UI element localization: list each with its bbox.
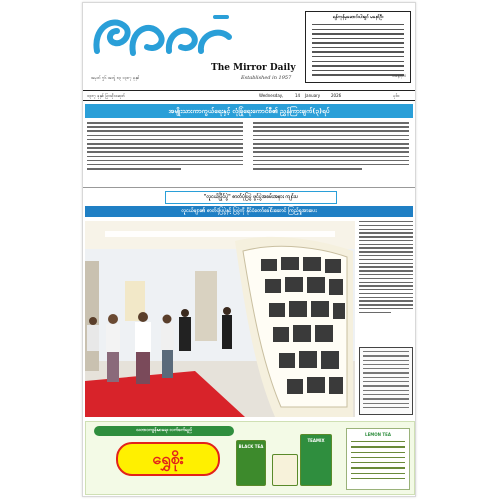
notice-box xyxy=(305,11,411,83)
second-story-subhead: လူငယ်များ၏ ဓာတ်ပုံပြပွဲနှင့် ပြပွဲကို နိုင်ငံတော်ခေါင်းဆောင် ကြည့်ရှုအားပေး xyxy=(85,206,413,217)
ad-product-label: TEAMIX xyxy=(307,438,325,443)
date-day: 14 xyxy=(295,93,301,98)
masthead xyxy=(83,3,415,89)
ad-tagline: သဘာဝကျန်းမာရေး လက်ဖက်ရည် xyxy=(94,426,234,436)
section-divider xyxy=(83,187,415,188)
advertisement xyxy=(85,421,415,495)
ad-brand-logo: ရွှေစိုး xyxy=(116,442,220,476)
page-number: ပုဒ်၁ xyxy=(393,93,400,98)
english-title: The Mirror Daily xyxy=(211,63,296,73)
ad-product-pack xyxy=(236,440,266,486)
second-story-headline: "လူငယ်ပြိုင်ပွဲ" ဓာတ်ပုံပြပွဲ ဖွင့်ပွဲအခမ်းအနား ကျင်းပ xyxy=(165,191,337,204)
newspaper-logo xyxy=(89,11,239,61)
date-month: January xyxy=(305,93,321,98)
top-story-body xyxy=(87,122,411,182)
top-story-headline: အမျိုးသားကာကွယ်ရေးနှင့် လုံခြုံရေးကောင်စီ၏ ညွှန်ကြားချက်(၃)ရပ် xyxy=(85,104,413,118)
ad-info-panel xyxy=(346,428,410,490)
date-mm: ၁၃၈၇ ခုနှစ် ပြာသိုလဆုတ် xyxy=(87,93,126,98)
notice-signature: ယနေ့ထုတ် xyxy=(392,74,406,78)
masthead-issue-line: အမှတ် ၅၆ အတွဲ ၈၃ ၁၃၈၇ ခုနှစ် xyxy=(91,75,140,80)
newspaper-page xyxy=(82,2,416,497)
ad-product-label: BLACK TEA xyxy=(238,444,264,449)
date-year: 2026 xyxy=(331,93,342,98)
established-line: Established in 1957 xyxy=(241,75,292,81)
date-weekday: Wednesday, xyxy=(259,93,284,98)
side-column xyxy=(359,221,413,417)
top-story-column-right xyxy=(253,122,409,182)
notice-text xyxy=(312,24,404,79)
ad-product-pack xyxy=(300,434,332,486)
date-bar xyxy=(83,90,415,101)
top-story-column-left xyxy=(87,122,243,182)
ad-product-jar xyxy=(272,454,298,486)
exhibition-photo xyxy=(85,221,355,417)
side-boxed-article xyxy=(359,347,413,415)
ad-product-label: LEMON TEA xyxy=(365,432,391,437)
notice-title: ရန်ကုန်မှဆောင်းပါးရှင် မနော်ဦး xyxy=(332,15,384,20)
